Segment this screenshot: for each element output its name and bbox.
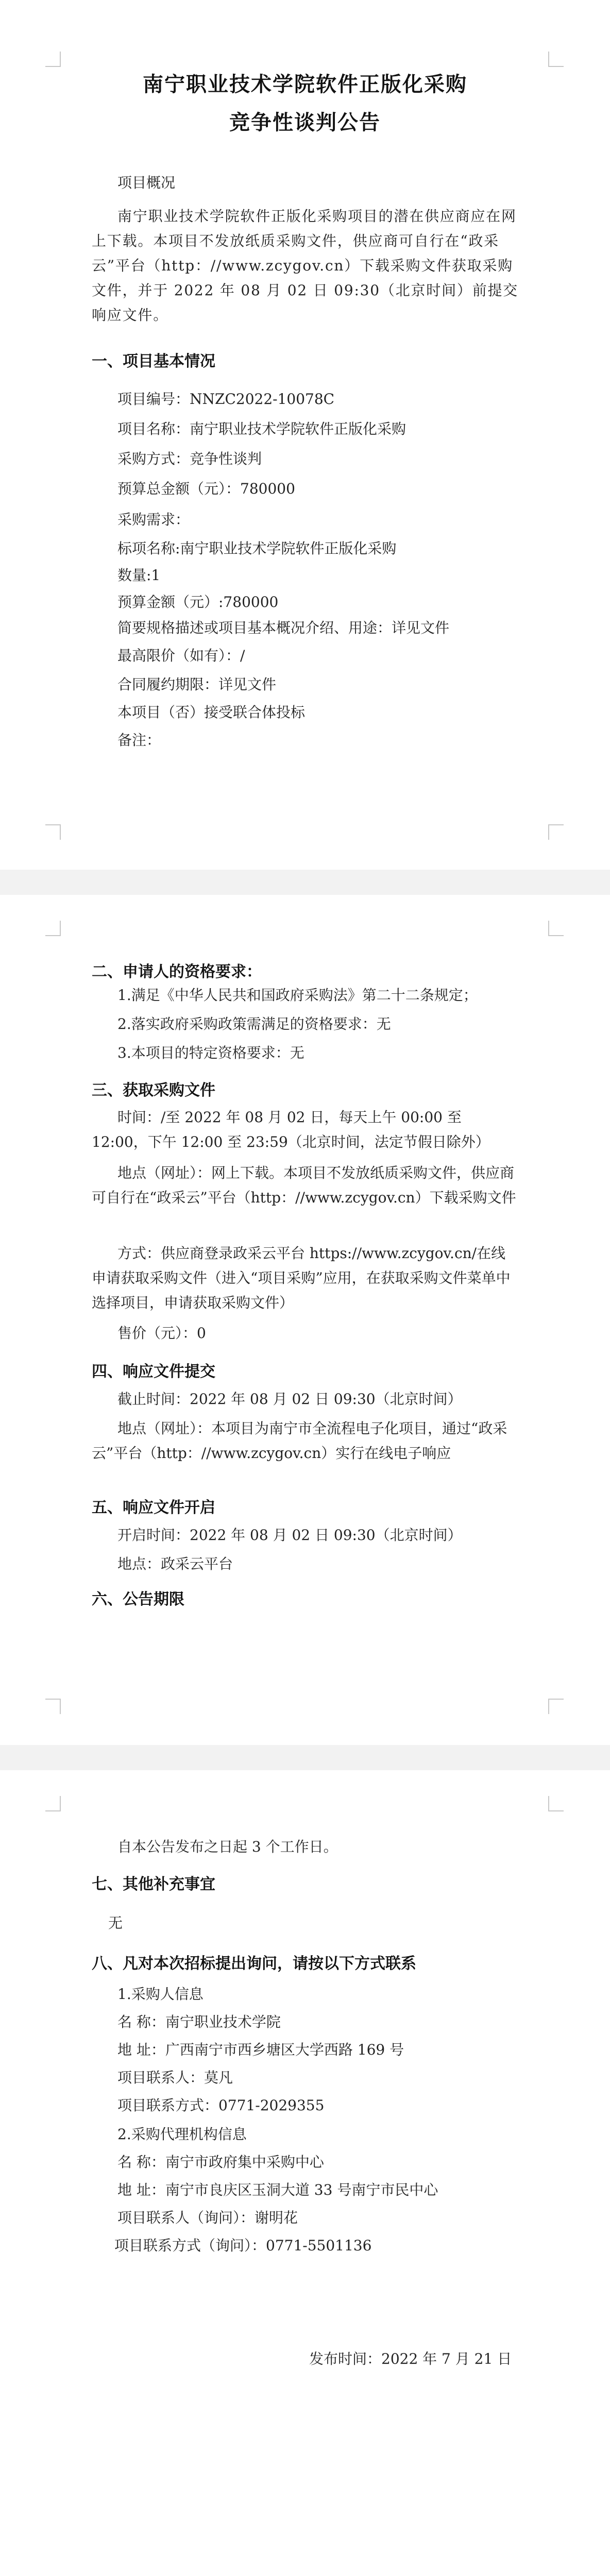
agency-phone: 项目联系方式（询问）：0771-5501136 [114, 2237, 372, 2254]
agency-address: 地 址：南宁市良庆区玉洞大道 33 号南宁市民中心 [117, 2181, 438, 2198]
crop-mark [45, 824, 61, 840]
lot-name: 标项名称:南宁职业技术学院软件正版化采购 [117, 540, 397, 557]
purchaser-info-label: 1.采购人信息 [117, 1986, 204, 2003]
crop-mark [45, 52, 61, 67]
section-2-heading: 二、申请人的资格要求： [92, 963, 262, 981]
crop-mark [548, 921, 564, 936]
section-4-heading: 四、响应文件提交 [92, 1363, 215, 1381]
project-number: 项目编号：NNZC2022-10078C [117, 391, 335, 408]
procurement-method: 采购方式：竞争性谈判 [117, 450, 262, 467]
agency-name: 名 称：南宁市政府集中采购中心 [117, 2154, 324, 2171]
contract-period: 合同履约期限：详见文件 [117, 676, 277, 693]
document-page-1 [0, 0, 610, 870]
crop-mark [548, 1796, 564, 1811]
opening-time: 开启时间：2022 年 08 月 02 日 09:30（北京时间） [117, 1527, 462, 1544]
acquisition-time: 时间：/至 2022 年 08 月 02 日，每天上午 00:00 至 12:00，下午 12:00 至 23:59（北京时间，法定节假日除外） [92, 1109, 490, 1150]
qualification-1: 1.满足《中华人民共和国政府采购法》第二十二条规定； [117, 987, 478, 1004]
qualification-2: 2.落实政府采购政策需满足的资格要求：无 [117, 1015, 391, 1032]
publish-date: 发布时间：2022 年 7 月 21 日 [309, 2350, 512, 2367]
purchaser-name: 名 称：南宁职业技术学院 [117, 2013, 281, 2030]
section-6-heading: 六、公告期限 [92, 1590, 184, 1608]
crop-mark [45, 1699, 61, 1714]
purchaser-address: 地 址：广西南宁市西乡塘区大学西路 169 号 [117, 2041, 404, 2058]
max-price: 最高限价（如有）：/ [117, 647, 245, 664]
document-page-2 [0, 895, 610, 1745]
notice-period: 自本公告发布之日起 3 个工作日。 [117, 1838, 338, 1855]
overview-label: 项目概况 [117, 174, 176, 191]
agency-info-label: 2.采购代理机构信息 [117, 2126, 247, 2143]
submission-place: 地点（网址）：本项目为南宁市全流程电子化项目，通过“政采云”平台（http：//www.zcygov.cn）实行在线电子响应 [92, 1420, 507, 1462]
section-1-heading: 一、项目基本情况 [92, 352, 215, 370]
section-5-heading: 五、响应文件开启 [92, 1499, 215, 1517]
crop-mark [548, 1699, 564, 1714]
purchaser-contact: 项目联系人：莫凡 [117, 2069, 233, 2086]
crop-mark [548, 52, 564, 67]
consortium-note: 本项目（否）接受联合体投标 [117, 704, 306, 721]
opening-place: 地点：政采云平台 [117, 1555, 233, 1572]
brief-spec: 简要规格描述或项目基本概况介绍、用途：详见文件 [117, 619, 450, 636]
document-page-3 [0, 1770, 610, 2576]
quantity: 数量:1 [117, 567, 161, 584]
overview-text: 南宁职业技术学院软件正版化采购项目的潜在供应商应在网上下载。本项目不发放纸质采购文件，供应商可自行在“政采云”平台（http：//www.zcygov.cn）下载采购文件获取采购文件，并于 2022 年 08 月 02 日 09:30（北京时间）前提交响应文件。 [92, 208, 519, 324]
budget-total: 预算总金额（元）：780000 [117, 480, 295, 497]
crop-mark [45, 1796, 61, 1811]
acquisition-method: 方式：供应商登录政采云平台 https://www.zcygov.cn/在线申请获取采购文件（进入“项目采购”应用，在获取采购文件菜单中选择项目，申请获取采购文件） [92, 1245, 511, 1311]
section-3-heading: 三、获取采购文件 [92, 1081, 215, 1099]
section-7-content: 无 [108, 1914, 123, 1931]
lot-budget: 预算金额（元）:780000 [117, 594, 279, 611]
crop-mark [548, 824, 564, 840]
section-8-heading: 八、凡对本次招标提出询问，请按以下方式联系 [92, 1955, 416, 1973]
requirements-label: 采购需求： [117, 511, 190, 528]
submission-deadline: 截止时间：2022 年 08 月 02 日 09:30（北京时间） [117, 1391, 462, 1408]
agency-contact: 项目联系人（询问）：谢明花 [117, 2209, 298, 2226]
project-name: 项目名称：南宁职业技术学院软件正版化采购 [117, 420, 406, 437]
crop-mark [45, 921, 61, 936]
acquisition-place: 地点（网址）：网上下载。本项目不发放纸质采购文件，供应商可自行在“政采云”平台（http：//www.zcygov.cn）下载采购文件 [92, 1164, 516, 1206]
remarks: 备注： [117, 732, 161, 749]
document-title-line-2: 竞争性谈判公告 [229, 110, 381, 134]
document-title-line-1: 南宁职业技术学院软件正版化采购 [143, 72, 467, 96]
purchaser-phone: 项目联系方式：0771-2029355 [117, 2097, 325, 2114]
qualification-3: 3.本项目的特定资格要求：无 [117, 1044, 304, 1061]
section-7-heading: 七、其他补充事宜 [92, 1875, 215, 1893]
document-price: 售价（元）：0 [117, 1325, 206, 1342]
